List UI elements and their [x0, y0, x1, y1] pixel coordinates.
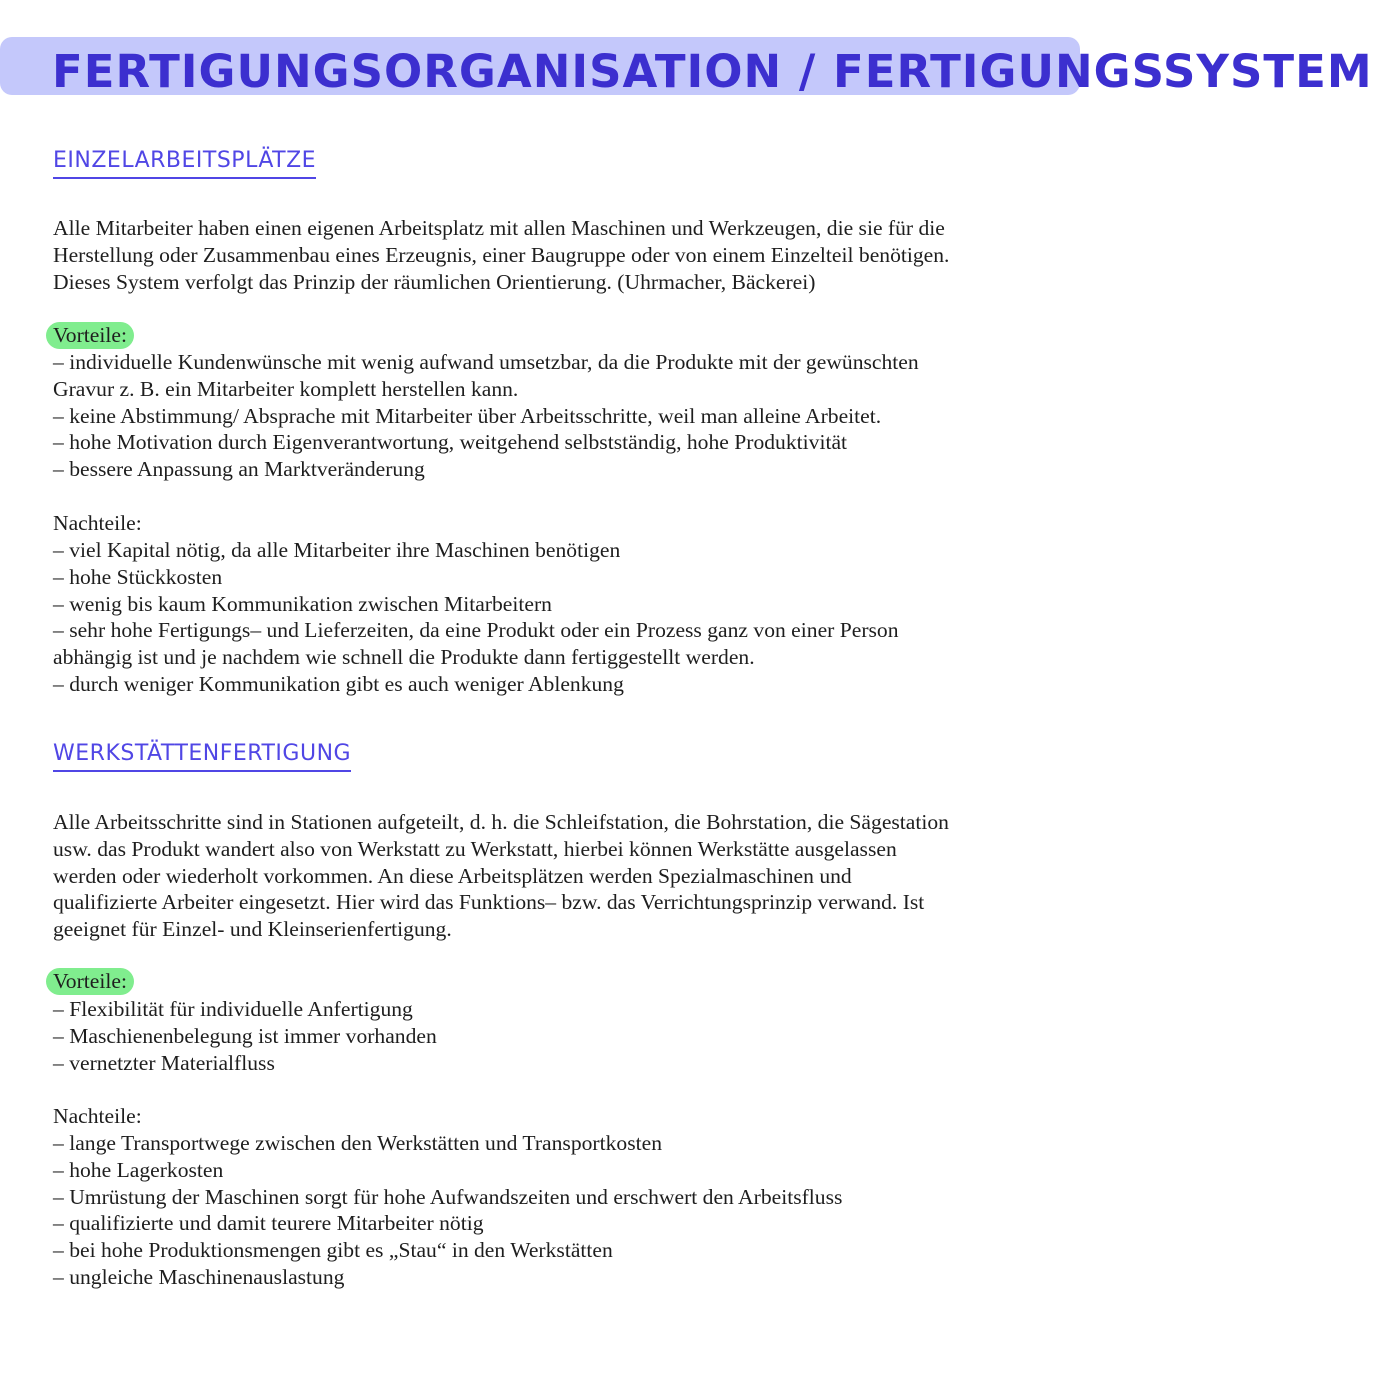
disadvantages-label: Nachteile:	[53, 511, 142, 535]
intro-line: geeignet für Einzel- und Kleinserienfertigung.	[53, 917, 452, 942]
section-intro-werkstaettenfertigung	[53, 809, 1043, 943]
list-item: – vernetzter Materialfluss	[53, 1050, 275, 1075]
intro-line: Alle Mitarbeiter haben einen eigenen Arbeitsplatz mit allen Maschinen und Werkzeugen, die sie für die	[53, 216, 945, 240]
section-heading-werkstaettenfertigung: WERKSTÄTTENFERTIGUNG	[53, 739, 351, 772]
list-item: – hohe Lagerkosten	[53, 1157, 224, 1182]
list-item: – qualifizierte und damit teurere Mitarbeiter nötig	[53, 1211, 484, 1236]
intro-line: usw. das Produkt wandert also von Werkstatt zu Werkstatt, hierbei können Werkstätte ausgelassen	[53, 836, 897, 861]
disadvantages-list	[53, 537, 1043, 698]
intro-line: werden oder wiederholt vorkommen. An diese Arbeitsplätzen werden Spezialmaschinen und	[53, 863, 852, 888]
intro-line: Herstellung oder Zusammenbau eines Erzeugnis, einer Baugruppe oder von einem Einzelteil benötigen.	[53, 242, 950, 267]
list-item: – viel Kapital nötig, da alle Mitarbeiter ihre Maschinen benötigen	[53, 538, 621, 562]
list-item: – keine Abstimmung/ Absprache mit Mitarbeiter über Arbeitsschritte, weil man alleine Arbeitet.	[53, 403, 882, 428]
list-item: – Umrüstung der Maschinen sorgt für hohe Aufwandszeiten und erschwert den Arbeitsfluss	[53, 1184, 843, 1209]
list-item: – bessere Anpassung an Marktveränderung	[53, 457, 425, 482]
list-item: – lange Transportwege zwischen den Werkstätten und Transportkosten	[53, 1131, 662, 1155]
advantages-label: Vorteile:	[46, 968, 134, 995]
list-item: – wenig bis kaum Kommunikation zwischen Mitarbeitern	[53, 591, 552, 616]
list-item: abhängig ist und je nachdem wie schnell die Produkte dann fertiggestellt werden.	[53, 645, 755, 670]
intro-line: Dieses System verfolgt das Prinzip der räumlichen Orientierung. (Uhrmacher, Bäckerei)	[53, 269, 816, 294]
list-item: – sehr hohe Fertigungs– und Lieferzeiten, da eine Produkt oder ein Prozess ganz von einer Person	[53, 618, 899, 643]
page-title: FERTIGUNGSORGANISATION / FERTIGUNGSSYSTEM	[52, 45, 1373, 98]
section-heading-einzelarbeitsplaetze: EINZELARBEITSPLÄTZE	[53, 146, 316, 179]
advantages-label: Vorteile:	[46, 322, 134, 349]
list-item: – hohe Stückkosten	[53, 564, 223, 589]
advantages-list	[53, 349, 1043, 483]
intro-line: qualifizierte Arbeiter eingesetzt. Hier wird das Funktions– bzw. das Verrichtungsprinzip verwand. Ist	[53, 890, 925, 915]
list-item: – Flexibilität für individuelle Anfertigung	[53, 997, 413, 1021]
list-item: – bei hohe Produktionsmengen gibt es „Stau“ in den Werkstätten	[53, 1238, 613, 1263]
disadvantages-label: Nachteile:	[53, 1104, 142, 1128]
list-item: – individuelle Kundenwünsche mit wenig aufwand umsetzbar, da die Produkte mit der gewünschten	[53, 350, 919, 374]
list-item: – hohe Motivation durch Eigenverantwortung, weitgehend selbstständig, hohe Produktivität	[53, 430, 848, 455]
list-item: – ungleiche Maschinenauslastung	[53, 1264, 345, 1289]
disadvantages-list	[53, 1130, 1043, 1291]
list-item: – Maschienenbelegung ist immer vorhanden	[53, 1023, 437, 1048]
list-item: Gravur z. B. ein Mitarbeiter komplett herstellen kann.	[53, 376, 519, 401]
list-item: – durch weniger Kommunikation gibt es auch weniger Ablenkung	[53, 671, 624, 696]
intro-line: Alle Arbeitsschritte sind in Stationen aufgeteilt, d. h. die Schleifstation, die Bohrstation, die Sägestation	[53, 810, 949, 834]
advantages-list	[53, 996, 1043, 1076]
section-intro-einzelarbeitsplaetze	[53, 215, 1043, 295]
